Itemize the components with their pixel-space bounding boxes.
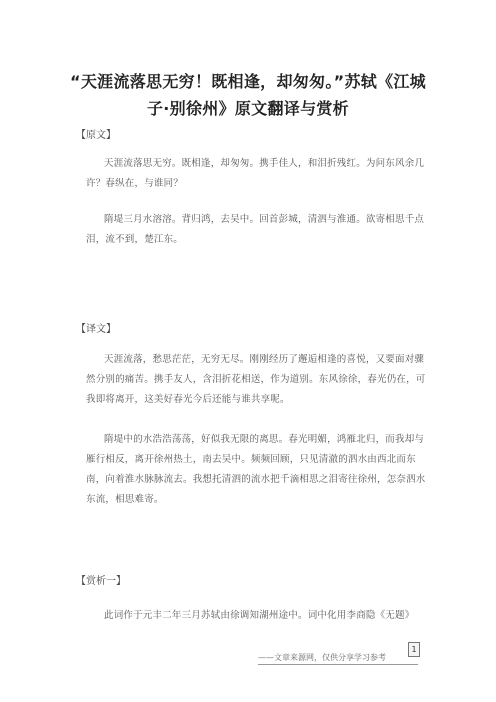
section-heading-analysis: 【赏析一】 bbox=[76, 576, 126, 587]
original-paragraph-1: 天涯流落思无穷。既相逢，却匆匆。携手佳人，和泪折残红。为问东风余几许？春纵在，与谁同？ bbox=[86, 158, 425, 189]
translation-paragraph-2: 隋堤中的水浩浩荡荡，好似我无限的离思。春光明媚，鸿雁北归，而我却与雁行相反，离开徐州热土，南去吴中。频频回顾，只见清澈的泗水由西北而东南，向着淮水脉脉流去。我想托清泗的流水把千滴相思之泪寄往徐州，怎奈泗水东流，相思难寄。 bbox=[86, 434, 426, 505]
section-heading-original: 【原文】 bbox=[76, 130, 116, 141]
analysis-paragraph-1: 此词作于元丰二年三月苏轼由徐调知湖州途中。词中化用李商隐《无题》 bbox=[104, 610, 415, 621]
page-title bbox=[62, 68, 434, 122]
title-line-2: 子·别徐州》原文翻译与赏析 bbox=[147, 99, 349, 118]
page-number: 1 bbox=[408, 642, 420, 657]
footer-note: ——文章来源网，仅供分享学习参考 bbox=[258, 653, 386, 662]
footer-divider bbox=[258, 664, 418, 665]
original-paragraph-2: 隋堤三月水溶溶。背归鸿，去吴中。回首彭城，清泗与淮通。欲寄相思千点泪，流不到，楚江东。 bbox=[86, 214, 425, 245]
section-heading-translation: 【译文】 bbox=[76, 324, 116, 335]
translation-paragraph-1: 天涯流落，愁思茫茫，无穷无尽。刚刚经历了邂逅相逢的喜悦，又要面对骤然分别的痛苦。携手友人，含泪折花相送，作为道别。东风徐徐，春光仍在，可我即将离开，这美好春光今后还能与谁共享呢。 bbox=[86, 354, 426, 405]
title-line-1: “天涯流落思无穷！既相逢，却匆匆。”苏轼《江城 bbox=[70, 72, 426, 91]
